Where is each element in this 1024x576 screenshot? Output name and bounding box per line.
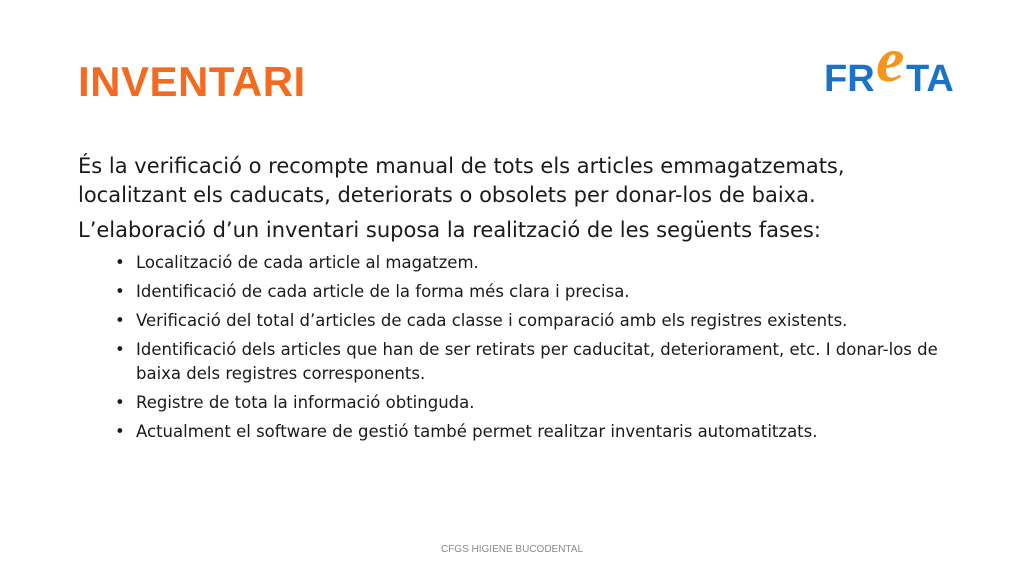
list-item-text: Registre de tota la informació obtinguda. (136, 393, 475, 412)
paragraph-phases-intro: L’elaboració d’un inventari suposa la realització de les següents fases: (78, 218, 821, 242)
list-item (115, 280, 958, 304)
slide-footer: CFGS HIGIENE BUCODENTAL (440, 544, 584, 555)
bullet-marker: • (115, 282, 125, 301)
bullet-marker: • (115, 340, 125, 359)
list-item (115, 309, 958, 333)
list-item-text: Actualment el software de gestió també permet realitzar inventaris automatitzats. (136, 422, 818, 441)
list-item (115, 251, 958, 275)
bullet-marker: • (115, 393, 125, 412)
list-item-text: Identificació de cada article de la forma més clara i precisa. (136, 282, 630, 301)
logo-e-glyph: e (876, 24, 905, 95)
logo-text-right: TA (906, 58, 954, 100)
bullet-marker: • (115, 422, 125, 441)
slide-body (78, 152, 958, 449)
bullet-marker: • (115, 253, 125, 272)
slide-title: INVENTARI (78, 58, 306, 105)
bullet-marker: • (115, 311, 125, 330)
list-item-text: Identificació dels articles que han de ser retirats per caducitat, deteriorament, etc. I donar-los de baixa dels registres corresponents. (136, 340, 938, 383)
list-item (115, 338, 958, 386)
list-item (115, 391, 958, 415)
freta-logo (820, 24, 965, 108)
list-item-text: Localització de cada article al magatzem. (136, 253, 479, 272)
phases-list (78, 251, 958, 444)
list-item (115, 420, 958, 444)
logo-text-left: FR (824, 58, 875, 100)
list-item-text: Verificació del total d’articles de cada classe i comparació amb els registres existents. (136, 311, 848, 330)
paragraph-definition: És la verificació o recompte manual de tots els articles emmagatzemats, localitzant els caducats, deteriorats o obsolets per donar-los de baixa. (78, 154, 845, 207)
